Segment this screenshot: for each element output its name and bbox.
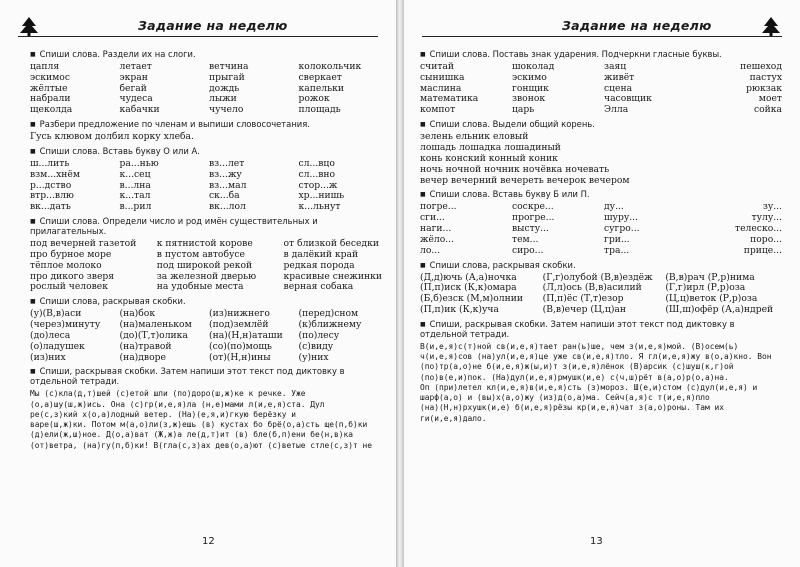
word: маслина <box>420 82 462 94</box>
word: зу... <box>762 201 782 213</box>
word: считай <box>420 60 455 72</box>
word: (от)(Н,н)ины <box>209 351 271 363</box>
word: сиро... <box>512 244 544 256</box>
word: дождь <box>209 82 240 94</box>
text-line: В(и,е,я)с(т)ной св(и,е,я)тает ран(ь)ше, чем з(и,е,я)мой. (В)осем(ь) <box>420 341 739 351</box>
word: экран <box>119 71 148 83</box>
phrase: (Г,г)олубой (В,в)ездёж <box>542 271 653 283</box>
text-line: (по)тр(а,о)не б(и,е,я)ж(ы,и)т з(и,е,я)лёнок (В)арсик (с)шуш(к,г)ой <box>420 362 734 372</box>
word: шоколад <box>512 60 555 72</box>
phrase: про дикого зверя <box>30 270 115 282</box>
text-line: варе(ш,ж)ки. Потом м(а,о)ли(з,ж)ешь (в) кустах бо брё(о,а)сть ще(п,б)ки <box>30 420 368 430</box>
word: щеколда <box>30 104 73 116</box>
word: площадь <box>298 104 341 116</box>
word: погре... <box>420 201 457 213</box>
fir-tree-icon <box>760 16 782 38</box>
word: (до)(Т,т)олика <box>119 329 188 341</box>
task-instruction: ■ Спиши, раскрывая скобки. Затем напиши этот текст под диктовку в отдельной тетради. <box>30 367 382 387</box>
word: (перед)сном <box>298 308 359 320</box>
word: (на)дворе <box>119 351 166 363</box>
word: телеско... <box>735 223 782 235</box>
phrase: (П,п)ик (К,к)уча <box>420 304 499 316</box>
word: заяц <box>604 60 627 72</box>
task-instruction: ■ Спиши слова. Определи число и род имён существительных и прилагательных. <box>30 217 382 237</box>
phrase: про бурное море <box>30 248 112 260</box>
phrase: (Д,д)ючь (А,а)ночка <box>420 271 517 283</box>
word: капельки <box>298 82 344 94</box>
phrase-grid <box>30 239 382 293</box>
task-instruction: ■ Спиши слова. Вставь букву О или А. <box>30 147 382 157</box>
header-title: Задание на неделю <box>138 18 288 33</box>
text-line: ги(и,е,я)дало. <box>420 413 487 423</box>
word: р...дство <box>30 179 72 191</box>
phrase: под широкой рекой <box>156 259 253 271</box>
word: (из)нижнего <box>209 308 270 320</box>
task-instruction: ■ Спиши слова. Раздели их на слоги. <box>30 50 382 60</box>
word: сверкает <box>298 71 342 83</box>
word: наги... <box>420 223 452 235</box>
word: (о)ладушек <box>30 340 85 352</box>
word: сцена <box>604 82 633 94</box>
word: взм...хнём <box>30 168 80 180</box>
word: (через)минуту <box>30 319 101 331</box>
phrase: от близкой беседки <box>283 237 379 249</box>
word: ш...лить <box>30 157 70 169</box>
word: чудеса <box>119 93 153 105</box>
word-family: зелень ельник еловый <box>420 131 529 143</box>
word: цапля <box>30 60 60 72</box>
word: вк...дать <box>30 201 71 213</box>
phrase: к пятнистой корове <box>156 237 253 249</box>
word: сги... <box>420 212 445 224</box>
word: прогре... <box>512 212 555 224</box>
left-page-header <box>18 10 378 42</box>
word: ду... <box>604 201 624 213</box>
word: высту... <box>512 223 549 235</box>
word: летает <box>119 60 152 72</box>
word-family-list <box>420 132 782 186</box>
word: сынишка <box>420 71 465 83</box>
dictation-text <box>420 342 782 424</box>
word: тем... <box>512 233 539 245</box>
task-instruction: ■ Спиши слова. Выдели общий корень. <box>420 120 782 130</box>
word: в...лна <box>119 179 151 191</box>
phrase-grid <box>420 273 782 316</box>
phrase: (В,в)рач (Р,р)нима <box>665 271 755 283</box>
word: гри... <box>604 233 630 245</box>
header-title: Задание на неделю <box>562 18 712 33</box>
phrase: (П,п)ёс (Т,т)езор <box>542 293 624 305</box>
word: набрали <box>30 93 71 105</box>
word: хр...нишь <box>298 190 345 202</box>
word: (к)ближнему <box>298 319 362 331</box>
text-line: Мы (с)кла(д,т)шей (с)етой шли (по)доро(ш,ж)ке к речке. Уже <box>30 389 306 399</box>
word: (из)них <box>30 351 66 363</box>
dictation-text <box>30 389 382 451</box>
word-family: лошадь лошадка лошадиный <box>420 141 561 153</box>
phrase: красивые снежинки <box>283 270 382 282</box>
header-rule <box>422 36 782 37</box>
word: тулу... <box>751 212 782 224</box>
word: сугро... <box>604 223 640 235</box>
word: (на)маленьком <box>119 319 192 331</box>
phrase: за железной дверью <box>156 270 257 282</box>
phrase: в пустом автобусе <box>156 248 245 260</box>
word: пешеход <box>740 60 782 72</box>
phrase: тёплое молоко <box>30 259 102 271</box>
word: компот <box>420 104 456 116</box>
word: эскимо <box>512 71 547 83</box>
word: к...тал <box>119 190 151 202</box>
word: ветчина <box>209 60 249 72</box>
word-grid <box>30 159 382 213</box>
word: звонок <box>512 93 546 105</box>
word: вк...лол <box>209 201 246 213</box>
phrase: (В,в)ечер (Ц,ц)ан <box>542 304 627 316</box>
word: (до)леса <box>30 329 71 341</box>
fir-tree-icon <box>18 16 40 38</box>
word: чучело <box>209 104 244 116</box>
page-number: 13 <box>590 536 603 547</box>
word: Элла <box>604 104 629 116</box>
word: кабачки <box>119 104 160 116</box>
word-family: вечер вечерний вечереть вечерок вечером <box>420 174 630 186</box>
word: поро... <box>750 233 782 245</box>
task-instruction: ■ Спиши, раскрывая скобки. Затем напиши этот текст под диктовку в отдельной тетради. <box>420 320 782 340</box>
word: вз...лет <box>209 157 245 169</box>
phrase: (П,п)иск (К,к)омара <box>420 282 517 294</box>
word: ра...нью <box>119 157 159 169</box>
text-line: (на)(Н,н)рхушк(и,е) б(и,е,я)рёзы кр(и,е,я)чат з(а,о)роны. Там их <box>420 403 725 413</box>
word: царь <box>512 104 535 116</box>
left-page <box>0 0 396 567</box>
left-page-content <box>30 46 382 452</box>
task-instruction: ■ Спиши слова, раскрывая скобки. <box>420 261 782 271</box>
text-line: Оп (при)летел кл(и,е,я)в(и,е,я)сть (з)мороз. Ш(е,и)стом (с)дул(и,е,я) и <box>420 382 758 392</box>
phrase: рослый человек <box>30 281 108 293</box>
word: в...рил <box>119 201 152 213</box>
word: рюкзак <box>746 82 782 94</box>
word: сл...вно <box>298 168 336 180</box>
phrase: (Г,г)ирл (Р,р)оза <box>665 282 746 294</box>
word: лыжи <box>209 93 237 105</box>
word: к...сец <box>119 168 151 180</box>
word: (на)(Н,н)аташи <box>209 329 283 341</box>
word: сл...вцо <box>298 157 335 169</box>
page-number: 12 <box>202 536 215 547</box>
word: гонщик <box>512 82 549 94</box>
word: стор...ж <box>298 179 338 191</box>
word-family: ночь ночной ночник ночёвка ночевать <box>420 163 610 175</box>
text-line: ч(и,е,я)сов (на)ул(и,е,я)це уже св(и,е,я)тло. Я гл(и,е,я)жу в(о,а)кно. Вон <box>420 352 772 362</box>
word: часовщик <box>604 93 652 105</box>
phrase: на удобные места <box>156 281 244 293</box>
word: колокольчик <box>298 60 362 72</box>
right-page <box>404 0 800 567</box>
right-page-header <box>422 10 782 42</box>
word: вз...мал <box>209 179 247 191</box>
task-instruction: ■ Спиши слова. Вставь букву Б или П. <box>420 190 782 200</box>
word: живёт <box>604 71 635 83</box>
word: (у)(В,в)аси <box>30 308 82 320</box>
word: рожок <box>298 93 330 105</box>
text-line: (от)ветра, (на)гу(п,б)ки! В(гла(с,з)ах дев(о,а)ют (с)ветые стле(с,з)т не <box>30 440 373 450</box>
word: сойка <box>753 104 782 116</box>
word-family: конь конский конный коник <box>420 152 558 164</box>
phrase: в далёкий край <box>283 248 359 260</box>
word-grid <box>420 62 782 116</box>
word: прыгай <box>209 71 245 83</box>
word: ск...ба <box>209 190 240 202</box>
phrase: (Б,б)езск (М,м)олнии <box>420 293 524 305</box>
word: ло... <box>420 244 441 256</box>
phrase: верная собака <box>283 281 354 293</box>
word: (по)лесу <box>298 329 340 341</box>
word: прице... <box>743 244 782 256</box>
word: математика <box>420 93 479 105</box>
word-grid <box>420 202 782 256</box>
word: соскре... <box>512 201 554 213</box>
word: эскимос <box>30 71 70 83</box>
word: бегай <box>119 82 147 94</box>
phrase: (Л,л)ось (В,в)асилий <box>542 282 642 294</box>
word: (на)травой <box>119 340 172 352</box>
word: вз...жу <box>209 168 242 180</box>
word: (с)виду <box>298 340 334 352</box>
text-line: (д)ели(ж,ш)ное. Д(о,а)ват (Ж,ж)а ле(д,т)ит (в) бле(б,п)ени бе(н,в)ка <box>30 430 354 440</box>
right-page-content <box>420 46 782 425</box>
text-line: (о,а)шу(ш,ж)ись. Она (с)гр(и,е,я)ла (н,е)мами л(и,е,я)ста. Дул <box>30 399 325 409</box>
phrase: (Ц,ц)веток (Р,р)оза <box>665 293 758 305</box>
word: (у)них <box>298 351 329 363</box>
word: к...льнут <box>298 201 341 213</box>
sentence: Гусь клювом долбил корку хлеба. <box>30 131 194 143</box>
task-instruction: ■ Спиши слова. Поставь знак ударения. Подчеркни гласные буквы. <box>420 50 782 60</box>
word: (со)(по)мощь <box>209 340 272 352</box>
task-instruction: ■ Спиши слова, раскрывая скобки. <box>30 297 382 307</box>
word: пастух <box>749 71 782 83</box>
text-line: ре(с,з)кий х(о,а)лодный ветер. (На)(е,я,и)гкую берёзку и <box>30 409 297 419</box>
word: (под)землёй <box>209 319 269 331</box>
word: тра... <box>604 244 630 256</box>
word: шуру... <box>604 212 638 224</box>
word-grid <box>30 62 382 116</box>
phrase: редкая порода <box>283 259 355 271</box>
word: втр...влю <box>30 190 74 202</box>
text-line: шарф(а,о) и (вы)х(а,о)жу (из)д(о,а)ма. Сейч(а,я)с т(и,е,я)пло <box>420 393 710 403</box>
word: (на)бок <box>119 308 156 320</box>
word: жёло... <box>420 233 455 245</box>
phrase: под вечерней газетой <box>30 237 137 249</box>
task-instruction: ■ Разбери предложение по членам и выпиши словосочетания. <box>30 120 382 130</box>
text-line: (по)в(е,и)пок. (На)дул(и,е,я)рмушк(и,е) с(ч,ш)рёт в(а,о)р(о,а)на. <box>420 372 729 382</box>
book-gutter <box>396 0 404 567</box>
word: жёлтые <box>30 82 68 94</box>
header-rule <box>18 36 378 37</box>
word-grid <box>30 309 382 363</box>
phrase: (Ш,ш)офёр (А,а)ндрей <box>665 304 774 316</box>
word: моет <box>758 93 782 105</box>
